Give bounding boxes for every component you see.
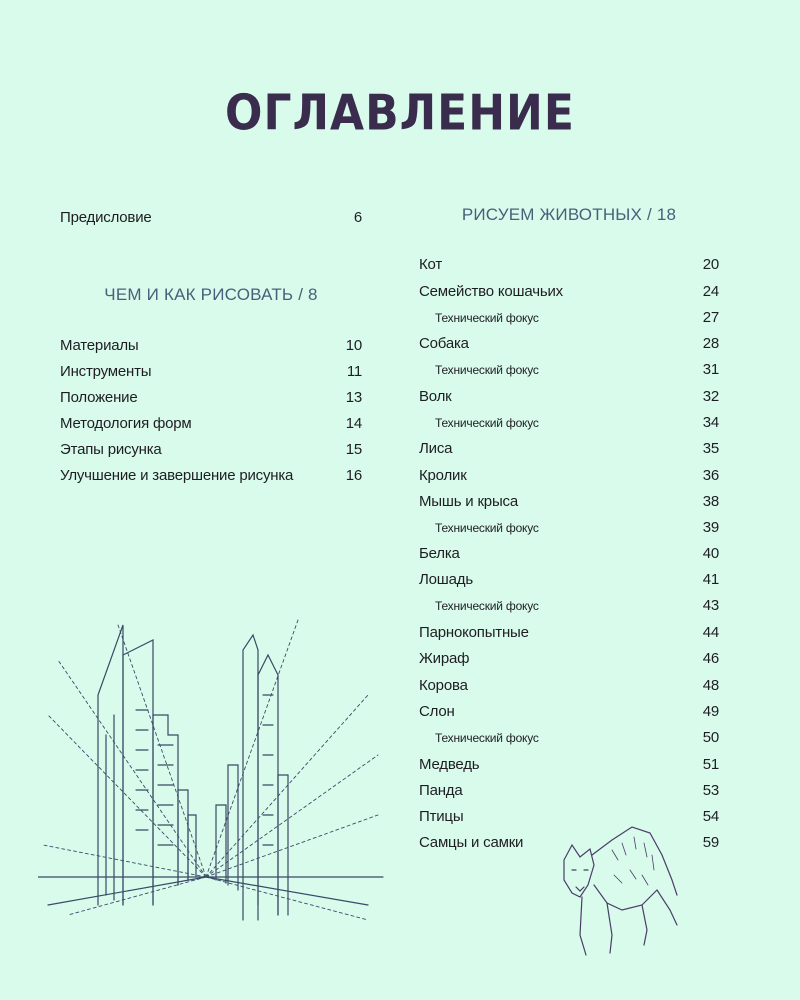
toc-entry[interactable] xyxy=(60,467,362,485)
toc-entry-page: 43 xyxy=(702,597,719,614)
toc-entry-label: Технический фокус xyxy=(435,521,539,535)
toc-entry-label: Семейство кошачьих xyxy=(419,283,563,300)
toc-entry-page: 10 xyxy=(345,337,362,354)
toc-subentry[interactable] xyxy=(435,309,719,327)
toc-entry[interactable] xyxy=(60,337,362,355)
toc-entry-label: Лиса xyxy=(419,440,453,457)
toc-entry-label: Птицы xyxy=(419,808,464,825)
toc-entry[interactable] xyxy=(419,440,719,458)
toc-entry-label: Методология форм xyxy=(60,415,192,432)
toc-entry-page: 32 xyxy=(702,388,719,405)
toc-entry-page: 14 xyxy=(345,415,362,432)
toc-subentry[interactable] xyxy=(435,361,719,379)
toc-subentry[interactable] xyxy=(435,414,719,432)
wolf-sketch-icon xyxy=(552,815,682,960)
toc-entry-label: Этапы рисунка xyxy=(60,441,162,458)
toc-entry-preface[interactable] xyxy=(60,209,362,227)
section-heading-drawing-basics: ЧЕМ И КАК РИСОВАТЬ / 8 xyxy=(104,285,318,304)
toc-entry[interactable] xyxy=(60,441,362,459)
toc-entry-page: 44 xyxy=(702,624,719,641)
toc-entry-page: 36 xyxy=(702,467,719,484)
toc-entry-label: Предисловие xyxy=(60,209,152,226)
toc-entry-page: 49 xyxy=(702,703,719,720)
toc-entry-label: Белка xyxy=(419,545,460,562)
toc-entry[interactable] xyxy=(419,703,719,721)
toc-entry-label: Корова xyxy=(419,677,468,694)
toc-entry-page: 28 xyxy=(702,335,719,352)
section-heading-animals: РИСУЕМ ЖИВОТНЫХ / 18 xyxy=(461,205,677,224)
toc-entry[interactable] xyxy=(419,545,719,563)
toc-entry-page: 41 xyxy=(702,571,719,588)
toc-entry-label: Панда xyxy=(419,782,463,799)
city-perspective-sketch-icon xyxy=(38,615,388,930)
toc-entry-label: Волк xyxy=(419,388,452,405)
toc-entry-page: 6 xyxy=(353,209,362,226)
toc-entry-page: 13 xyxy=(345,389,362,406)
toc-entry-page: 50 xyxy=(702,729,719,746)
toc-entry-label: Собака xyxy=(419,335,469,352)
toc-entry-page: 53 xyxy=(702,782,719,799)
toc-entry-label: Технический фокус xyxy=(435,731,539,745)
toc-entry-page: 38 xyxy=(702,493,719,510)
toc-entry-label: Технический фокус xyxy=(435,311,539,325)
toc-entry[interactable] xyxy=(60,363,362,381)
toc-entry-label: Лошадь xyxy=(419,571,473,588)
toc-entry[interactable] xyxy=(60,415,362,433)
toc-entry[interactable] xyxy=(419,677,719,695)
toc-subentry[interactable] xyxy=(435,597,719,615)
toc-subentry[interactable] xyxy=(435,729,719,747)
toc-entry-label: Самцы и самки xyxy=(419,834,524,851)
toc-entry-label: Парнокопытные xyxy=(419,624,529,641)
toc-entry-page: 11 xyxy=(346,363,362,380)
toc-entry-page: 31 xyxy=(702,361,719,378)
toc-entry-label: Улучшение и завершение рисунка xyxy=(60,467,294,484)
toc-entry-label: Инструменты xyxy=(60,363,152,380)
toc-entry-page: 54 xyxy=(702,808,719,825)
toc-entry-page: 24 xyxy=(702,283,719,300)
toc-entry[interactable] xyxy=(419,756,719,774)
toc-entry[interactable] xyxy=(419,782,719,800)
toc-entry-label: Мышь и крыса xyxy=(419,493,518,510)
toc-subentry[interactable] xyxy=(435,519,719,537)
toc-entry-page: 15 xyxy=(345,441,362,458)
toc-entry-page: 16 xyxy=(345,467,362,484)
toc-entry-label: Жираф xyxy=(419,650,470,667)
toc-entry-page: 35 xyxy=(702,440,719,457)
toc-entry[interactable] xyxy=(419,571,719,589)
toc-entry[interactable] xyxy=(419,650,719,668)
toc-entry[interactable] xyxy=(419,335,719,353)
toc-entry-label: Технический фокус xyxy=(435,363,539,377)
toc-entry-page: 46 xyxy=(702,650,719,667)
toc-entry-page: 34 xyxy=(702,414,719,431)
toc-entry-page: 59 xyxy=(702,834,719,851)
toc-entry[interactable] xyxy=(419,493,719,511)
toc-entry-page: 27 xyxy=(702,309,719,326)
toc-entry[interactable] xyxy=(419,256,719,274)
toc-entry-label: Технический фокус xyxy=(435,416,539,430)
toc-entry-label: Слон xyxy=(419,703,455,720)
toc-entry[interactable] xyxy=(419,624,719,642)
toc-entry-page: 39 xyxy=(702,519,719,536)
toc-entry-page: 51 xyxy=(702,756,719,773)
toc-entry-label: Материалы xyxy=(60,337,139,354)
toc-entry-label: Положение xyxy=(60,389,138,406)
page-title: ОГЛАВЛЕНИЕ xyxy=(225,84,575,143)
toc-entry[interactable] xyxy=(419,388,719,406)
toc-entry[interactable] xyxy=(419,467,719,485)
toc-entry-page: 20 xyxy=(702,256,719,273)
toc-entry-page: 48 xyxy=(702,677,719,694)
toc-entry-page: 40 xyxy=(702,545,719,562)
toc-entry[interactable] xyxy=(419,283,719,301)
toc-entry-label: Медведь xyxy=(419,756,480,773)
toc-entry[interactable] xyxy=(60,389,362,407)
toc-entry-label: Технический фокус xyxy=(435,599,539,613)
toc-entry-label: Кот xyxy=(419,256,443,273)
toc-entry-label: Кролик xyxy=(419,467,467,484)
